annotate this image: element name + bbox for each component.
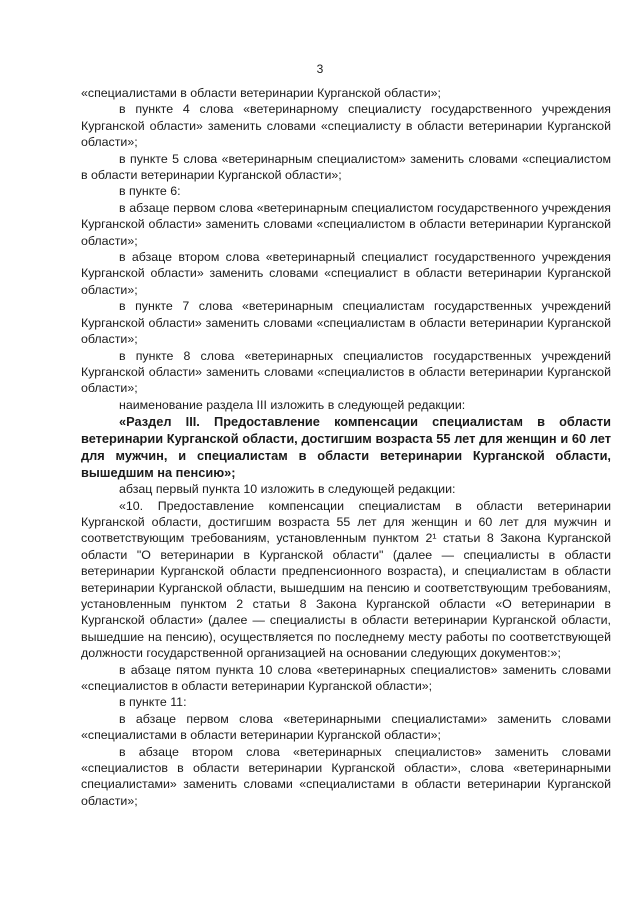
paragraph-3: в пункте 5 слова «ветеринарным специалистом» заменить словами «специалистом в области ветеринарии Курганской области»; (81, 151, 611, 183)
paragraph-6: в абзаце втором слова «ветеринарный специалист государственного учреждения Курганской области» заменить словами «специалист в области ветеринарии Курганской области»; (81, 250, 611, 297)
paragraph-13: в абзаце пятом пункта 10 слова «ветеринарных специалистов» заменить словами «специалистов в области ветеринарии Курганской области»; (81, 662, 611, 693)
paragraph-4: в пункте 6: (119, 184, 181, 199)
paragraph-9: наименование раздела III изложить в следующей редакции: (119, 397, 466, 412)
paragraph-15: в абзаце первом слова «ветеринарными специалистами» заменить словами «специалистами в области ветеринарии Курганской области»; (81, 711, 611, 743)
paragraph-12: «10. Предоставление компенсации специалистам в области ветеринарии Курганской области, достигшим возраста 55 лет для женщин и 60 лет для мужчин и соответствующим требованиям, установленным пунктом 2¹ статьи 8 Закона Курганской области "О ветеринарии в Курганской области" (далее — специалисты в области ветеринарии Курганской области предпенсионного возраста), и специалистам в области ветеринарии Курганской области, вышедшим на пенсию и соответствующим требованиям, установленным пунктом 2 статьи 8 Закона Курганской области «О ветеринарии в Курганской области» (далее — специалисты в области ветеринарии Курганской области, вышедшие на пенсию), осуществляется по последнему месту работы по соответствующей должности государственной организацией на основании следующих документов:»; (81, 498, 611, 661)
page-number: 3 (316, 62, 324, 76)
paragraph-14: в пункте 11: (119, 695, 187, 710)
paragraph-5: в абзаце первом слова «ветеринарным специалистом государственного учреждения Курганской области» заменить словами «специалистом в области ветеринарии Курганской области»; (81, 200, 611, 248)
paragraph-16: в абзаце втором слова «ветеринарных специалистов» заменить словами «специалистов в области ветеринарии Курганской области», слова «ветеринарными специалистами» заменить словами «специалистами в области ветеринарии Курганской области»; (81, 744, 611, 808)
paragraph-2: в пункте 4 слова «ветеринарному специалисту государственного учреждения Курганской области» заменить словами «специалисту в области ветеринарии Курганской области»; (81, 102, 611, 150)
section-heading: «Раздел III. Предоставление компенсации специалистам в области ветеринарии Курганской области, достигшим возраста 55 лет для женщин и 60 лет для мужчин, и специалистам в области ветеринарии Курганской области, вышедшим на пенсию»; (81, 414, 611, 481)
paragraph-11: абзац первый пункта 10 изложить в следующей редакции: (119, 482, 456, 497)
document-body (81, 85, 611, 809)
paragraph-1: «специалистами в области ветеринарии Курганской области»; (81, 86, 441, 100)
paragraph-7: в пункте 7 слова «ветеринарным специалистам государственных учреждений Курганской области» заменить словами «специалистам в области ветеринарии Курганской области»; (81, 299, 611, 347)
paragraph-8: в пункте 8 слова «ветеринарных специалистов государственных учреждений Курганской области» заменить словами «специалистов в области ветеринарии Курганской области»; (81, 348, 611, 396)
